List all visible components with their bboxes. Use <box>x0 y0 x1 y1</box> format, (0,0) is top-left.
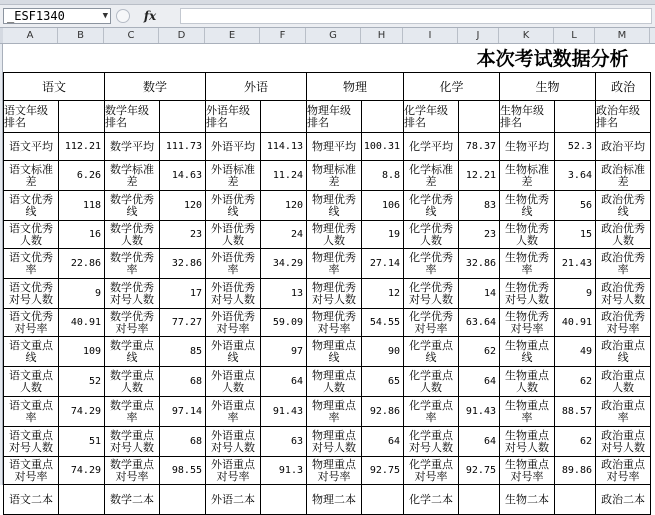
stat-value-cell[interactable]: 64 <box>459 427 500 457</box>
name-box[interactable] <box>3 8 111 24</box>
stat-label-cell[interactable]: 外语优秀对号率 <box>206 309 261 337</box>
stat-value-cell[interactable]: 98.55 <box>160 457 206 485</box>
column-header-c[interactable]: C <box>104 28 159 43</box>
stat-label-cell[interactable]: 政治重点率 <box>596 397 651 427</box>
stat-value-cell[interactable]: 49 <box>555 337 596 367</box>
stat-value-cell[interactable]: 91.43 <box>459 397 500 427</box>
stat-label-cell[interactable]: 数学二本 <box>105 485 160 515</box>
stat-value-cell[interactable]: 120 <box>261 191 307 221</box>
stat-label-cell[interactable]: 物理重点人数 <box>307 367 362 397</box>
column-header-bar <box>0 28 655 44</box>
column-header-b[interactable]: B <box>58 28 104 43</box>
stat-label-cell[interactable]: 语文标准差 <box>4 161 59 191</box>
stat-label-cell[interactable]: 生物重点率 <box>500 397 555 427</box>
table-row <box>4 221 651 249</box>
stat-value-cell[interactable]: 23 <box>459 221 500 249</box>
stat-label-cell[interactable]: 化学重点率 <box>404 397 459 427</box>
stat-value-cell[interactable]: 89.86 <box>555 457 596 485</box>
stat-label-cell[interactable]: 语文重点对号率 <box>4 457 59 485</box>
stat-label-cell[interactable]: 政治标准差 <box>596 161 651 191</box>
stat-label-cell[interactable]: 数学优秀对号率 <box>105 309 160 337</box>
rank-label-cell[interactable]: 化学年级排名 <box>404 101 459 133</box>
table-row <box>4 133 651 161</box>
table-row <box>4 191 651 221</box>
stat-label-cell[interactable]: 化学优秀率 <box>404 249 459 279</box>
stat-value-cell[interactable]: 40.91 <box>555 309 596 337</box>
stat-value-cell[interactable]: 14 <box>459 279 500 309</box>
stat-label-cell[interactable]: 语文优秀人数 <box>4 221 59 249</box>
stat-label-cell[interactable]: 生物优秀线 <box>500 191 555 221</box>
stat-value-cell[interactable]: 23 <box>160 221 206 249</box>
stat-label-cell[interactable]: 语文平均 <box>4 133 59 161</box>
stat-value-cell[interactable]: 12.21 <box>459 161 500 191</box>
stat-value-cell[interactable]: 8.8 <box>362 161 404 191</box>
stat-value-cell[interactable]: 22.86 <box>59 249 105 279</box>
stat-label-cell[interactable]: 语文优秀对号人数 <box>4 279 59 309</box>
stat-label-cell[interactable]: 外语优秀线 <box>206 191 261 221</box>
stat-value-cell[interactable]: 68 <box>160 427 206 457</box>
table-row <box>4 397 651 427</box>
stat-label-cell[interactable]: 数学重点对号率 <box>105 457 160 485</box>
stat-label-cell[interactable]: 政治重点对号人数 <box>596 427 651 457</box>
stat-value-cell[interactable]: 52.3 <box>555 133 596 161</box>
stat-label-cell[interactable]: 化学重点人数 <box>404 367 459 397</box>
stat-value-cell[interactable]: 91.3 <box>261 457 307 485</box>
stat-value-cell[interactable] <box>362 485 404 515</box>
stat-value-cell[interactable]: 114.13 <box>261 133 307 161</box>
column-header-m[interactable]: M <box>595 28 650 43</box>
column-header-k[interactable]: K <box>499 28 554 43</box>
stat-label-cell[interactable]: 生物优秀对号人数 <box>500 279 555 309</box>
subject-header[interactable]: 政治 <box>596 73 651 101</box>
stat-value-cell[interactable]: 52 <box>59 367 105 397</box>
stat-value-cell[interactable] <box>160 485 206 515</box>
table-row <box>4 161 651 191</box>
stat-label-cell[interactable]: 外语重点线 <box>206 337 261 367</box>
stat-label-cell[interactable]: 政治二本 <box>596 485 651 515</box>
stat-label-cell[interactable]: 生物优秀率 <box>500 249 555 279</box>
stat-value-cell[interactable]: 34.29 <box>261 249 307 279</box>
rank-value-cell[interactable] <box>59 101 105 133</box>
stat-value-cell[interactable]: 120 <box>160 191 206 221</box>
stat-label-cell[interactable]: 物理重点线 <box>307 337 362 367</box>
stat-value-cell[interactable]: 16 <box>59 221 105 249</box>
stat-label-cell[interactable]: 数学重点线 <box>105 337 160 367</box>
stat-value-cell[interactable]: 11.24 <box>261 161 307 191</box>
subject-header[interactable]: 数学 <box>105 73 206 101</box>
stat-value-cell[interactable]: 109 <box>59 337 105 367</box>
stat-value-cell[interactable]: 62 <box>459 337 500 367</box>
formula-bar <box>0 5 655 28</box>
stat-label-cell[interactable]: 物理优秀对号率 <box>307 309 362 337</box>
stat-label-cell[interactable]: 生物重点人数 <box>500 367 555 397</box>
stat-value-cell[interactable]: 13 <box>261 279 307 309</box>
stat-value-cell[interactable]: 97 <box>261 337 307 367</box>
stat-value-cell[interactable]: 64 <box>459 367 500 397</box>
stat-label-cell[interactable]: 政治优秀率 <box>596 249 651 279</box>
stat-label-cell[interactable]: 政治重点人数 <box>596 367 651 397</box>
formula-bar-handle-icon <box>116 9 130 23</box>
stat-label-cell[interactable]: 语文优秀对号率 <box>4 309 59 337</box>
stat-value-cell[interactable]: 74.29 <box>59 397 105 427</box>
stat-label-cell[interactable]: 物理标准差 <box>307 161 362 191</box>
subject-header[interactable]: 生物 <box>500 73 596 101</box>
stat-label-cell[interactable]: 物理重点率 <box>307 397 362 427</box>
insert-function-button[interactable]: fx <box>143 9 157 23</box>
stat-label-cell[interactable]: 语文重点对号人数 <box>4 427 59 457</box>
stat-label-cell[interactable]: 政治优秀线 <box>596 191 651 221</box>
stat-value-cell[interactable]: 64 <box>261 367 307 397</box>
stat-label-cell[interactable]: 外语重点率 <box>206 397 261 427</box>
sheet-title[interactable]: 本次考试数据分析 <box>476 48 629 70</box>
stat-label-cell[interactable]: 化学重点对号人数 <box>404 427 459 457</box>
formula-input[interactable] <box>180 8 652 24</box>
rank-label-cell[interactable]: 语文年级排名 <box>4 101 59 133</box>
stat-label-cell[interactable]: 数学优秀线 <box>105 191 160 221</box>
column-header-d[interactable]: D <box>159 28 205 43</box>
stat-label-cell[interactable]: 政治优秀对号人数 <box>596 279 651 309</box>
stat-value-cell[interactable]: 51 <box>59 427 105 457</box>
subject-header[interactable]: 语文 <box>4 73 105 101</box>
stat-label-cell[interactable]: 化学标准差 <box>404 161 459 191</box>
title-row <box>4 44 651 73</box>
stat-label-cell[interactable]: 生物重点对号人数 <box>500 427 555 457</box>
stat-label-cell[interactable]: 政治优秀人数 <box>596 221 651 249</box>
stat-value-cell[interactable] <box>261 485 307 515</box>
stat-label-cell[interactable]: 政治重点对号率 <box>596 457 651 485</box>
stat-label-cell[interactable]: 生物平均 <box>500 133 555 161</box>
stat-value-cell[interactable]: 64 <box>362 427 404 457</box>
stat-label-cell[interactable]: 生物优秀对号率 <box>500 309 555 337</box>
stat-label-cell[interactable]: 数学重点对号人数 <box>105 427 160 457</box>
name-box-value: _ESF1340 <box>7 9 65 23</box>
table-row <box>4 279 651 309</box>
stat-label-cell[interactable]: 语文优秀率 <box>4 249 59 279</box>
table-row <box>4 101 651 133</box>
stat-label-cell[interactable]: 政治平均 <box>596 133 651 161</box>
stat-label-cell[interactable]: 数学优秀人数 <box>105 221 160 249</box>
stat-label-cell[interactable]: 物理二本 <box>307 485 362 515</box>
stat-value-cell[interactable]: 56 <box>555 191 596 221</box>
stat-value-cell[interactable]: 63 <box>261 427 307 457</box>
stat-value-cell[interactable]: 118 <box>59 191 105 221</box>
stat-value-cell[interactable]: 78.37 <box>459 133 500 161</box>
stat-label-cell[interactable]: 语文重点线 <box>4 337 59 367</box>
stat-value-cell[interactable]: 90 <box>362 337 404 367</box>
rank-label-cell[interactable]: 外语年级排名 <box>206 101 261 133</box>
stat-value-cell[interactable]: 3.64 <box>555 161 596 191</box>
stat-label-cell[interactable]: 化学优秀对号率 <box>404 309 459 337</box>
stat-label-cell[interactable]: 外语重点对号率 <box>206 457 261 485</box>
stat-label-cell[interactable]: 语文重点率 <box>4 397 59 427</box>
rank-value-cell[interactable] <box>362 101 404 133</box>
table-row <box>4 457 651 485</box>
stat-value-cell[interactable]: 62 <box>555 427 596 457</box>
subject-header[interactable]: 外语 <box>206 73 307 101</box>
stat-value-cell[interactable]: 15 <box>555 221 596 249</box>
stat-label-cell[interactable]: 生物重点线 <box>500 337 555 367</box>
stat-value-cell[interactable]: 59.09 <box>261 309 307 337</box>
stat-label-cell[interactable]: 外语平均 <box>206 133 261 161</box>
stat-label-cell[interactable]: 物理重点对号率 <box>307 457 362 485</box>
chevron-down-icon[interactable]: ▼ <box>102 11 108 21</box>
stat-label-cell[interactable]: 数学重点人数 <box>105 367 160 397</box>
subject-header-row <box>4 73 651 101</box>
column-header-a[interactable]: A <box>3 28 58 43</box>
stat-value-cell[interactable]: 91.43 <box>261 397 307 427</box>
stat-value-cell[interactable] <box>59 485 105 515</box>
stat-value-cell[interactable]: 32.86 <box>459 249 500 279</box>
stat-value-cell[interactable]: 9 <box>555 279 596 309</box>
stat-value-cell[interactable]: 111.73 <box>160 133 206 161</box>
table-row <box>4 485 651 515</box>
stat-label-cell[interactable]: 数学平均 <box>105 133 160 161</box>
stat-value-cell[interactable]: 83 <box>459 191 500 221</box>
stat-value-cell[interactable]: 62 <box>555 367 596 397</box>
stat-value-cell[interactable]: 92.75 <box>362 457 404 485</box>
table-row <box>4 337 651 367</box>
stat-label-cell[interactable]: 语文优秀线 <box>4 191 59 221</box>
stat-value-cell[interactable]: 97.14 <box>160 397 206 427</box>
stat-value-cell[interactable]: 63.64 <box>459 309 500 337</box>
worksheet-grid <box>3 44 655 506</box>
stat-value-cell[interactable] <box>555 485 596 515</box>
column-header-h[interactable]: H <box>361 28 403 43</box>
stat-label-cell[interactable]: 外语优秀人数 <box>206 221 261 249</box>
rank-label-cell[interactable]: 物理年级排名 <box>307 101 362 133</box>
column-header-g[interactable]: G <box>306 28 361 43</box>
stat-value-cell[interactable]: 77.27 <box>160 309 206 337</box>
stat-value-cell[interactable]: 21.43 <box>555 249 596 279</box>
table-row <box>4 367 651 397</box>
table-row <box>4 427 651 457</box>
stat-label-cell[interactable]: 化学优秀对号人数 <box>404 279 459 309</box>
stat-value-cell[interactable]: 68 <box>160 367 206 397</box>
stat-label-cell[interactable]: 语文重点人数 <box>4 367 59 397</box>
stat-value-cell[interactable]: 19 <box>362 221 404 249</box>
rank-value-cell[interactable] <box>459 101 500 133</box>
stat-label-cell[interactable]: 外语重点对号人数 <box>206 427 261 457</box>
table-row <box>4 249 651 279</box>
column-header-l[interactable]: L <box>554 28 595 43</box>
stat-label-cell[interactable]: 生物标准差 <box>500 161 555 191</box>
stat-value-cell[interactable]: 12 <box>362 279 404 309</box>
stat-label-cell[interactable]: 化学优秀人数 <box>404 221 459 249</box>
rank-value-cell[interactable] <box>160 101 206 133</box>
stat-label-cell[interactable]: 化学重点对号率 <box>404 457 459 485</box>
stat-label-cell[interactable]: 物理优秀人数 <box>307 221 362 249</box>
rank-value-cell[interactable] <box>555 101 596 133</box>
stat-label-cell[interactable]: 外语优秀对号人数 <box>206 279 261 309</box>
stat-label-cell[interactable]: 物理优秀线 <box>307 191 362 221</box>
stat-label-cell[interactable]: 语文二本 <box>4 485 59 515</box>
rank-label-cell[interactable]: 生物年级排名 <box>500 101 555 133</box>
stat-label-cell[interactable]: 化学优秀线 <box>404 191 459 221</box>
rank-value-cell[interactable] <box>261 101 307 133</box>
table-row <box>4 309 651 337</box>
stat-value-cell[interactable]: 9 <box>59 279 105 309</box>
stat-label-cell[interactable]: 外语二本 <box>206 485 261 515</box>
stat-value-cell[interactable]: 24 <box>261 221 307 249</box>
stat-label-cell[interactable]: 生物重点对号率 <box>500 457 555 485</box>
stat-value-cell[interactable]: 17 <box>160 279 206 309</box>
stat-label-cell[interactable]: 化学平均 <box>404 133 459 161</box>
rank-label-cell[interactable]: 政治年级排名 <box>596 101 651 133</box>
column-header-i[interactable]: I <box>403 28 458 43</box>
data-table <box>3 44 651 515</box>
stat-label-cell[interactable]: 物理优秀率 <box>307 249 362 279</box>
stat-value-cell[interactable]: 14.63 <box>160 161 206 191</box>
stat-label-cell[interactable]: 数学标准差 <box>105 161 160 191</box>
stat-label-cell[interactable]: 数学优秀对号人数 <box>105 279 160 309</box>
stat-value-cell[interactable]: 112.21 <box>59 133 105 161</box>
stat-value-cell[interactable]: 54.55 <box>362 309 404 337</box>
stat-label-cell[interactable]: 生物二本 <box>500 485 555 515</box>
stat-value-cell[interactable]: 100.31 <box>362 133 404 161</box>
stat-label-cell[interactable]: 物理重点对号人数 <box>307 427 362 457</box>
stat-value-cell[interactable] <box>459 485 500 515</box>
stat-label-cell[interactable]: 政治重点线 <box>596 337 651 367</box>
stat-value-cell[interactable]: 92.86 <box>362 397 404 427</box>
stat-label-cell[interactable]: 数学重点率 <box>105 397 160 427</box>
stat-value-cell[interactable]: 27.14 <box>362 249 404 279</box>
stat-label-cell[interactable]: 生物优秀人数 <box>500 221 555 249</box>
stat-label-cell[interactable]: 化学重点线 <box>404 337 459 367</box>
stat-label-cell[interactable]: 物理平均 <box>307 133 362 161</box>
stat-value-cell[interactable]: 32.86 <box>160 249 206 279</box>
column-header-f[interactable]: F <box>260 28 306 43</box>
stat-value-cell[interactable]: 65 <box>362 367 404 397</box>
stat-value-cell[interactable]: 85 <box>160 337 206 367</box>
subject-header[interactable]: 物理 <box>307 73 404 101</box>
subject-header[interactable]: 化学 <box>404 73 500 101</box>
column-header-j[interactable]: J <box>458 28 499 43</box>
stat-value-cell[interactable]: 88.57 <box>555 397 596 427</box>
stat-label-cell[interactable]: 外语重点人数 <box>206 367 261 397</box>
stat-value-cell[interactable]: 92.75 <box>459 457 500 485</box>
rank-label-cell[interactable]: 数学年级排名 <box>105 101 160 133</box>
stat-label-cell[interactable]: 物理优秀对号人数 <box>307 279 362 309</box>
stat-label-cell[interactable]: 数学优秀率 <box>105 249 160 279</box>
stat-value-cell[interactable]: 106 <box>362 191 404 221</box>
stat-value-cell[interactable]: 6.26 <box>59 161 105 191</box>
stat-value-cell[interactable]: 74.29 <box>59 457 105 485</box>
stat-label-cell[interactable]: 政治优秀对号率 <box>596 309 651 337</box>
stat-label-cell[interactable]: 化学二本 <box>404 485 459 515</box>
column-header-e[interactable]: E <box>205 28 260 43</box>
stat-label-cell[interactable]: 外语优秀率 <box>206 249 261 279</box>
stat-label-cell[interactable]: 外语标准差 <box>206 161 261 191</box>
stat-value-cell[interactable]: 40.91 <box>59 309 105 337</box>
